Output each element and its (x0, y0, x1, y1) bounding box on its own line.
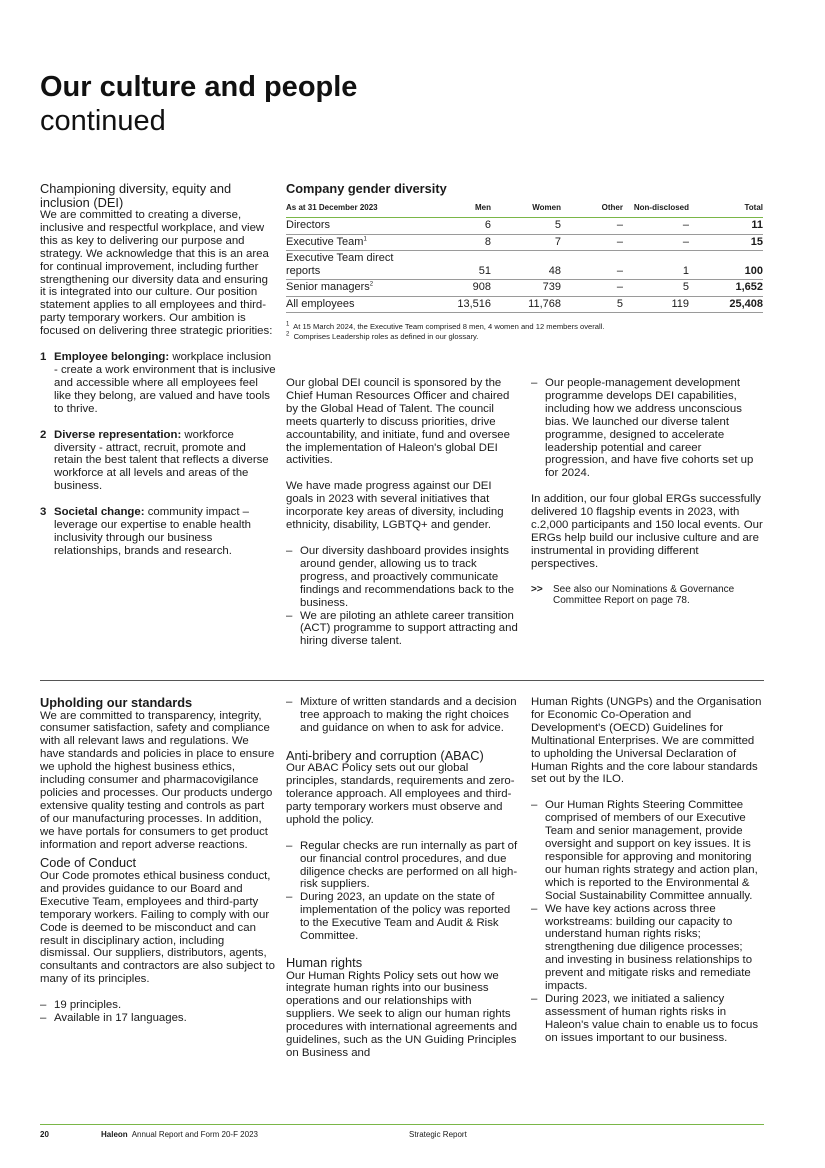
standards-intro: We are committed to transparency, integrity, consumer satisfaction, safety and compliance with all relevant laws and regulations. We have standards and policies in place to ensure we uphold the highest business ethics, including consumer and pharmacovigilance policies and processes. Our products undergo extensive quality testing and controls as part of our manufacturing processes. In addition, we have portals for consumers to get product information and report adverse reactions. (40, 709, 275, 851)
row-label: Directors (286, 218, 406, 235)
code-extra-list (286, 696, 518, 735)
cell-total: 11 (689, 218, 763, 235)
list-item: – During 2023, we initiated a saliency assessment of human rights risks in Haleon's value chain to enable us to focus on issues important to our business. (531, 993, 764, 1045)
dei-progress-para: We have made progress against our DEI goals in 2023 with several initiatives that incorporate key areas of diversity, including ethnicity, disability, LGBTQ+ and gender. (286, 480, 504, 532)
footer-report (101, 1130, 258, 1139)
cell-other: – (561, 280, 623, 297)
cell-women: 5 (491, 218, 561, 235)
list-item: – Regular checks are run internally as part of our financial control procedures, and due diligence checks are performed on all high-risk suppliers. (286, 840, 518, 892)
page-number: 20 (40, 1130, 49, 1139)
human-rights-heading: Human rights (286, 955, 363, 970)
dei-heading: Championing diversity, equity and inclusion (DEI) (40, 181, 232, 210)
list-item: – Mixture of written standards and a decision tree approach to making the right choices and guidance on when to ask for advice. (286, 696, 518, 735)
priority-item: 3 Societal change: community impact – leverage our expertise to enable health inclusivity through our business relationships, brands and research. (40, 506, 251, 557)
table-row (286, 296, 763, 313)
cell-women: 739 (491, 280, 561, 297)
dei-initiative-list (286, 545, 518, 648)
cell-women: 7 (491, 234, 561, 251)
cell-nondisclosed: 1 (623, 251, 689, 280)
standards-section (40, 696, 276, 1025)
table-row (286, 234, 763, 251)
table-row (286, 280, 763, 297)
cell-other: – (561, 234, 623, 251)
column-header: Men (406, 200, 491, 218)
priority-item: 1 Employee belonging: workplace inclusion - create a work environment that is inclusive and accessible where all employees feel like they belong, are valued and have tools to thrive. (40, 351, 276, 415)
human-rights-text: Our Human Rights Policy sets out how we integrate human rights into our business operations and our relationships with suppliers. We seek to align our human rights procedures with international agreements and guidelines, such as the UN Guiding Principles on Business and (286, 969, 518, 1059)
priority-list (40, 351, 276, 558)
abac-list (286, 840, 518, 943)
human-rights-section (531, 696, 764, 1045)
priority-item: 2 Diverse representation: workforce diversity - attract, recruit, promote and retain the best talent that reflects a diverse workforce at all levels and areas of the business. (40, 428, 269, 493)
cell-men: 908 (406, 280, 491, 297)
human-rights-continued: Human Rights (UNGPs) and the Organisation for Economic Co-Operation and Development's (OECD) Guidelines for Multinational Enterprises. We are committed to upholding the Universal Declaration of Human Rights and the core labour standards set out by the ILO. (531, 696, 762, 786)
gender-diversity-block (286, 182, 764, 341)
cell-women: 48 (491, 251, 561, 280)
table-row (286, 218, 763, 235)
cell-men: 13,516 (406, 296, 491, 313)
list-item: – Our diversity dashboard provides insights around gender, allowing us to track progress, and proactively communicate findings and recommendations back to the business. (286, 545, 518, 610)
abac-section (286, 696, 518, 1060)
row-label: Executive Team$^1$ (286, 234, 406, 251)
list-item: – Our Human Rights Steering Committee comprised of members of our Executive Team and senior management, provide oversight and support on key issues. It is responsible for approving and monitoring our human rights strategy and action plan, which is reported to the Environmental & Social Sustainability Committee annually. (531, 799, 764, 902)
footer-divider (40, 1124, 764, 1125)
dei-section (40, 182, 276, 571)
cell-nondisclosed: – (623, 234, 689, 251)
report-name: Annual Report and Form 20-F 2023 (131, 1130, 258, 1139)
dei-council-section (286, 377, 518, 648)
table-header-row (286, 200, 763, 218)
list-item: – We are piloting an athlete career transition (ACT) programme to support attracting and hiring diverse talent. (286, 610, 518, 649)
footnote: $^1$ At 15 March 2024, the Executive Team comprised 8 men, 4 women and 12 members overall. (286, 321, 605, 332)
section-divider (40, 680, 764, 681)
dei-intro: We are committed to creating a diverse, inclusive and respectful workplace, and view this as key to delivering our purpose and strategy. We acknowledge that this is an area for continual improvement, including further strengthening our diversity data and ensuring it is integrated into our culture. Our position statement applies to all employees and third-party temporary workers. Our ambition is focused on delivering three strategic priorities: (40, 209, 273, 338)
row-label: Senior managers$^2$ (286, 280, 406, 297)
list-item: – 19 principles. (40, 999, 276, 1012)
cell-other: 5 (561, 296, 623, 313)
list-item: – We have key actions across three workstreams: building our capacity to understand human rights risks; strengthening due diligence processes; and investing in business relationships to prevent and mitigate risks and remediate impacts. (531, 903, 764, 993)
column-header: As at 31 December 2023 (286, 200, 406, 218)
cell-total: 25,408 (689, 296, 763, 313)
cell-total: 15 (689, 234, 763, 251)
dei-erg-section (531, 377, 764, 607)
cell-men: 51 (406, 251, 491, 280)
cell-nondisclosed: 5 (623, 280, 689, 297)
gender-diversity-table (286, 200, 763, 314)
cell-total: 100 (689, 251, 763, 280)
footer-section: Strategic Report (409, 1130, 467, 1139)
see-also-link[interactable]: See also our Nominations & Governance Committee Report on page 78. (553, 583, 735, 607)
cell-nondisclosed: 119 (623, 296, 689, 313)
list-item: – Our people-management development programme develops DEI capabilities, including how we address unconscious bias. We launched our diverse talent programme, designed to accelerate leadership potential and career progression, and have five cohorts set up for 2024. (531, 377, 764, 480)
row-label: Executive Team direct reports (286, 251, 406, 280)
table-row (286, 251, 763, 280)
code-heading: Code of Conduct (40, 855, 137, 871)
row-label: All employees (286, 296, 406, 313)
cell-total: 1,652 (689, 280, 763, 297)
gender-table-heading: Company gender diversity (286, 181, 447, 196)
brand-name: Haleon (101, 1130, 128, 1139)
see-also-note (531, 584, 764, 607)
human-rights-list (531, 799, 764, 1044)
cell-nondisclosed: – (623, 218, 689, 235)
cell-women: 11,768 (491, 296, 561, 313)
code-list (40, 999, 276, 1025)
erg-para: In addition, our four global ERGs successfully delivered 10 flagship events in 2023, with c.2,000 participants and 150 local events. Our ERGs help build our inclusive culture and are instrumental in providing different perspectives. (531, 493, 763, 570)
footnote: $^2$ Comprises Leadership roles as defined in our glossary. (286, 331, 479, 341)
cell-other: – (561, 251, 623, 280)
double-arrow-icon: >> (531, 583, 543, 595)
abac-heading: Anti-bribery and corruption (ABAC) (286, 747, 484, 763)
dei-programme-list (531, 377, 764, 480)
cell-men: 6 (406, 218, 491, 235)
code-text: Our Code promotes ethical business conduct, and provides guidance to our Board and Executive Team, employees and third-party temporary workers. Failing to comply with our Code is deemed to be misconduct and can result in disciplinary action, including dismissal. Our suppliers, distributors, agents, consultants and contractors are also subject to many of its principles. (40, 869, 275, 986)
column-header: Total (689, 200, 763, 218)
page-title: Our culture and people (40, 71, 358, 103)
dei-council-para: Our global DEI council is sponsored by the Chief Human Resources Officer and chaired by the Global Head of Talent. The council meets quarterly to discuss priorities, drive accountability, and initiate, fund and oversee the implementation of Haleon's global DEI activities. (286, 377, 510, 467)
list-item: – Available in 17 languages. (40, 1012, 276, 1025)
cell-men: 8 (406, 234, 491, 251)
list-item: – During 2023, an update on the state of implementation of the policy was reported to the Executive Team and Audit & Risk Committee. (286, 891, 518, 943)
page-subtitle: continued (40, 105, 166, 137)
column-header: Non-disclosed (623, 200, 689, 218)
standards-heading: Upholding our standards (40, 695, 193, 710)
cell-other: – (561, 218, 623, 235)
column-header: Women (491, 200, 561, 218)
column-header: Other (561, 200, 623, 218)
table-footnotes (286, 322, 764, 341)
abac-text: Our ABAC Policy sets out our global principles, standards, requirements and zero-tolerance approach. All employees and third-party temporary workers must observe and uphold the policy. (286, 762, 515, 826)
